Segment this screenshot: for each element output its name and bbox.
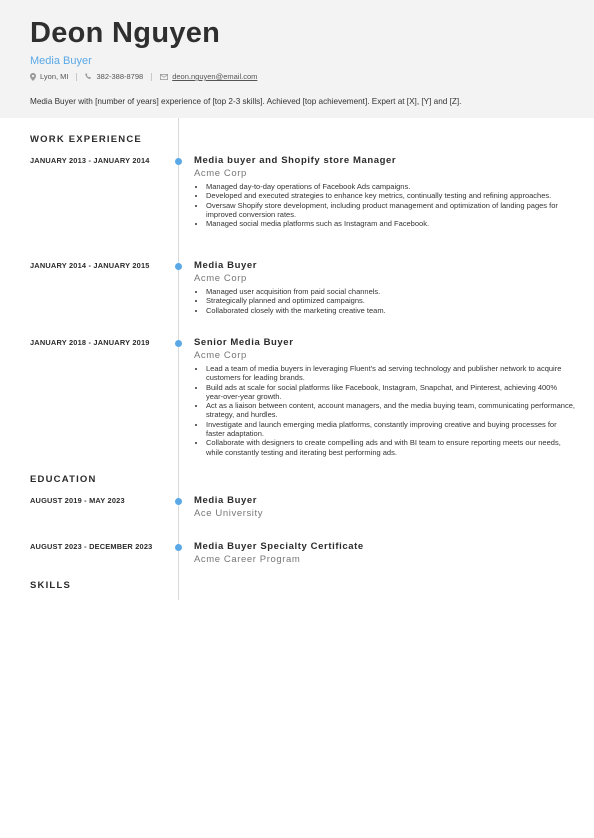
candidate-role: Media Buyer xyxy=(30,55,92,67)
entry-title: Media Buyer xyxy=(194,260,258,271)
candidate-name: Deon Nguyen xyxy=(30,17,221,49)
bullet-item: • Collaborated closely with the marketing creative team. xyxy=(206,306,576,315)
entry-organization: Ace University xyxy=(194,508,264,519)
entry-bullets xyxy=(194,364,576,457)
contact-location xyxy=(30,72,68,81)
section-title-work: WORK EXPERIENCE xyxy=(30,134,142,145)
entry-date: AUGUST 2023 - DECEMBER 2023 xyxy=(30,542,153,551)
location-text: Lyon, MI xyxy=(40,72,69,81)
contact-divider xyxy=(76,73,77,81)
phone-text: 382-388-8798 xyxy=(96,72,144,81)
contact-divider xyxy=(151,73,152,81)
resume-header xyxy=(0,0,594,118)
bullet-item: • Lead a team of media buyers in leveraging Fluent's ad serving technology and publisher network to acquire customers for leading brands. xyxy=(206,364,576,383)
entry-bullets xyxy=(194,182,576,228)
entry-title: Media Buyer xyxy=(194,495,258,506)
entry-date: JANUARY 2018 - JANUARY 2019 xyxy=(30,338,150,347)
bullet-item: • Strategically planned and optimized campaigns. xyxy=(206,296,576,305)
entry-date: JANUARY 2014 - JANUARY 2015 xyxy=(30,261,150,270)
entry-organization: Acme Career Program xyxy=(194,554,301,565)
entry-date: JANUARY 2013 - JANUARY 2014 xyxy=(30,156,150,165)
contact-info xyxy=(30,71,257,82)
entry-organization: Acme Corp xyxy=(194,350,247,361)
bullet-item: • Build ads at scale for social platforms like Facebook, Instagram, Snapchat, and Pinterest, achieving 400% year-over-year growth. xyxy=(206,383,576,402)
entry-organization: Acme Corp xyxy=(194,168,247,179)
bullet-item: • Oversaw Shopify store development, including product management and optimization of landing pages for improved conversion rates. xyxy=(206,201,576,220)
bullet-item: • Managed user acquisition from paid social channels. xyxy=(206,287,576,296)
entry-bullets xyxy=(194,287,576,315)
entry-organization: Acme Corp xyxy=(194,273,247,284)
timeline-dot xyxy=(175,544,182,551)
timeline-line xyxy=(178,118,179,600)
timeline-dot xyxy=(175,158,182,165)
contact-email[interactable] xyxy=(160,72,257,81)
entry-title: Media Buyer Specialty Certificate xyxy=(194,541,364,552)
bullet-item: • Managed day-to-day operations of Facebook Ads campaigns. xyxy=(206,182,576,191)
timeline-dot xyxy=(175,498,182,505)
section-title-education: EDUCATION xyxy=(30,474,97,485)
entry-title: Media buyer and Shopify store Manager xyxy=(194,155,397,166)
location-pin-icon xyxy=(30,73,36,81)
entry-date: AUGUST 2019 - MAY 2023 xyxy=(30,496,125,505)
bullet-item: • Act as a liaison between content, account managers, and the media buying team, communicating performance, strategy, and hurdles. xyxy=(206,401,576,420)
email-link[interactable]: deon.nguyen@email.com xyxy=(172,72,258,81)
entry-title: Senior Media Buyer xyxy=(194,337,294,348)
bullet-item: • Investigate and launch emerging media platforms, constantly improving creative and buying processes for faster adaptation. xyxy=(206,420,576,439)
phone-icon xyxy=(85,73,92,80)
bullet-item: • Collaborate with designers to create compelling ads and with BI team to ensure reporting meets our needs, while constantly testing and iterating best performing ads. xyxy=(206,438,576,457)
profile-summary: Media Buyer with [number of years] experience of [top 2-3 skills]. Achieved [top achievement]. Expert at [X], [Y] and [Z]. xyxy=(30,97,462,106)
bullet-item: • Managed social media platforms such as Instagram and Facebook. xyxy=(206,219,576,228)
section-title-skills: SKILLS xyxy=(30,580,71,591)
contact-phone xyxy=(85,72,143,81)
bullet-item: • Developed and executed strategies to enhance key metrics, continually testing and refining approaches. xyxy=(206,191,576,200)
envelope-icon xyxy=(160,74,168,80)
timeline-dot xyxy=(175,263,182,270)
timeline-dot xyxy=(175,340,182,347)
